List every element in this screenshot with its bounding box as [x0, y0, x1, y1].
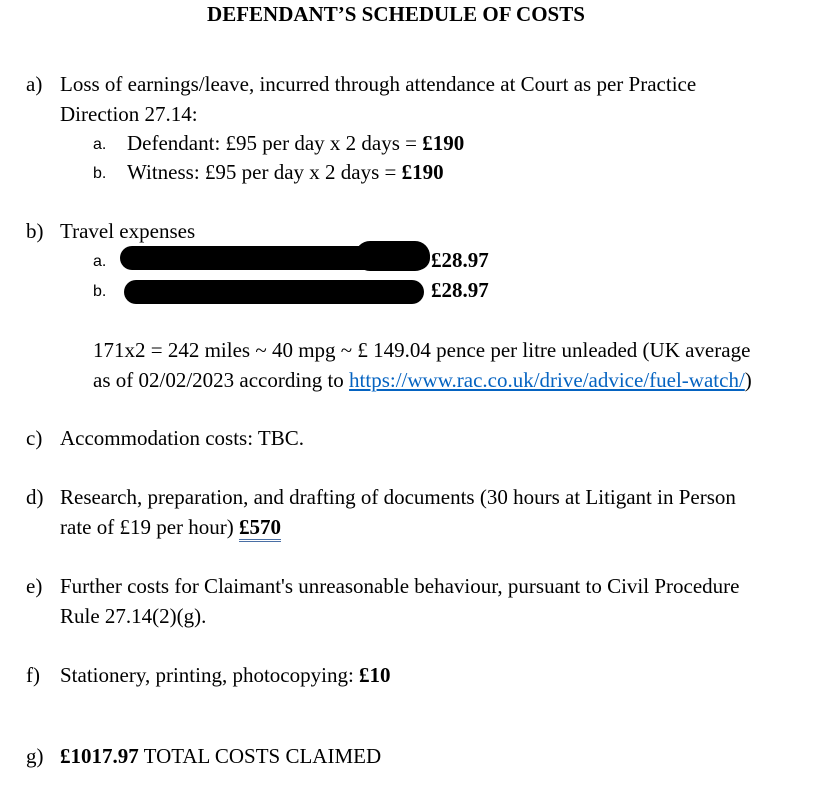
- item-b-sub-a-amount: [431, 250, 489, 271]
- item-f-line: [60, 665, 391, 686]
- item-a-sub-b-marker: b.: [93, 165, 107, 182]
- item-a-sub-a: [127, 133, 464, 154]
- item-c-marker: c): [26, 426, 43, 450]
- item-e-line2: Rule 27.14(2)(g).: [60, 604, 207, 628]
- item-g-text: TOTAL COSTS CLAIMED: [138, 744, 382, 768]
- item-b-sub-a-amount-text: £28.97: [431, 248, 489, 272]
- item-b-sub-b-amount-text: £28.97: [431, 278, 489, 302]
- item-d-marker: d): [26, 485, 44, 509]
- fuel-watch-link[interactable]: https://www.rac.co.uk/drive/advice/fuel-watch/: [349, 368, 745, 392]
- item-a-line2: Direction 27.14:: [60, 102, 198, 126]
- item-d-line2: [60, 517, 281, 538]
- item-a-line1: Loss of earnings/leave, incurred through attendance at Court as per Practice: [60, 72, 697, 96]
- item-e-marker: e): [26, 574, 43, 598]
- item-a-sub-b: [127, 162, 444, 183]
- item-d-amount: £570: [239, 515, 281, 542]
- item-a-sub-a-marker: a.: [93, 136, 107, 153]
- item-c-text: Accommodation costs: TBC.: [60, 426, 305, 450]
- item-b-line1: Travel expenses: [60, 219, 196, 243]
- item-b-note-suffix: ): [744, 368, 752, 392]
- item-a-sub-a-amount: £190: [422, 131, 465, 155]
- item-a-marker: a): [26, 72, 43, 96]
- item-a-sub-a-text: Defendant: £95 per day x 2 days =: [127, 131, 423, 155]
- item-f-marker: f): [26, 663, 40, 687]
- item-g-line: [60, 746, 381, 767]
- page-title: DEFENDANT’S SCHEDULE OF COSTS: [207, 2, 585, 26]
- item-e-line1: Further costs for Claimant's unreasonable behaviour, pursuant to Civil Procedure: [60, 574, 740, 598]
- item-b-sub-b-marker: b.: [93, 283, 107, 300]
- item-b-sub-a-marker: a.: [93, 253, 107, 270]
- item-d-line2-text: rate of £19 per hour): [60, 515, 240, 539]
- item-b-marker: b): [26, 219, 44, 243]
- item-d-line1: Research, preparation, and drafting of documents (30 hours at Litigant in Person: [60, 485, 736, 509]
- item-a-sub-b-amount: £190: [401, 160, 444, 184]
- item-a-sub-b-text: Witness: £95 per day x 2 days =: [127, 160, 402, 184]
- item-b-sub-b-amount: [431, 280, 489, 301]
- item-b-note-line2: [93, 370, 752, 391]
- item-f-amount: £10: [359, 663, 391, 687]
- item-g-amount: £1017.97: [60, 744, 139, 768]
- redaction-mark: [124, 280, 424, 304]
- redaction-mark: [355, 241, 430, 271]
- item-b-note-line1: 171x2 = 242 miles ~ 40 mpg ~ £ 149.04 pence per litre unleaded (UK average: [93, 338, 751, 362]
- item-f-text: Stationery, printing, photocopying:: [60, 663, 360, 687]
- item-b-note-prefix: as of 02/02/2023 according to: [93, 368, 350, 392]
- item-g-marker: g): [26, 744, 44, 768]
